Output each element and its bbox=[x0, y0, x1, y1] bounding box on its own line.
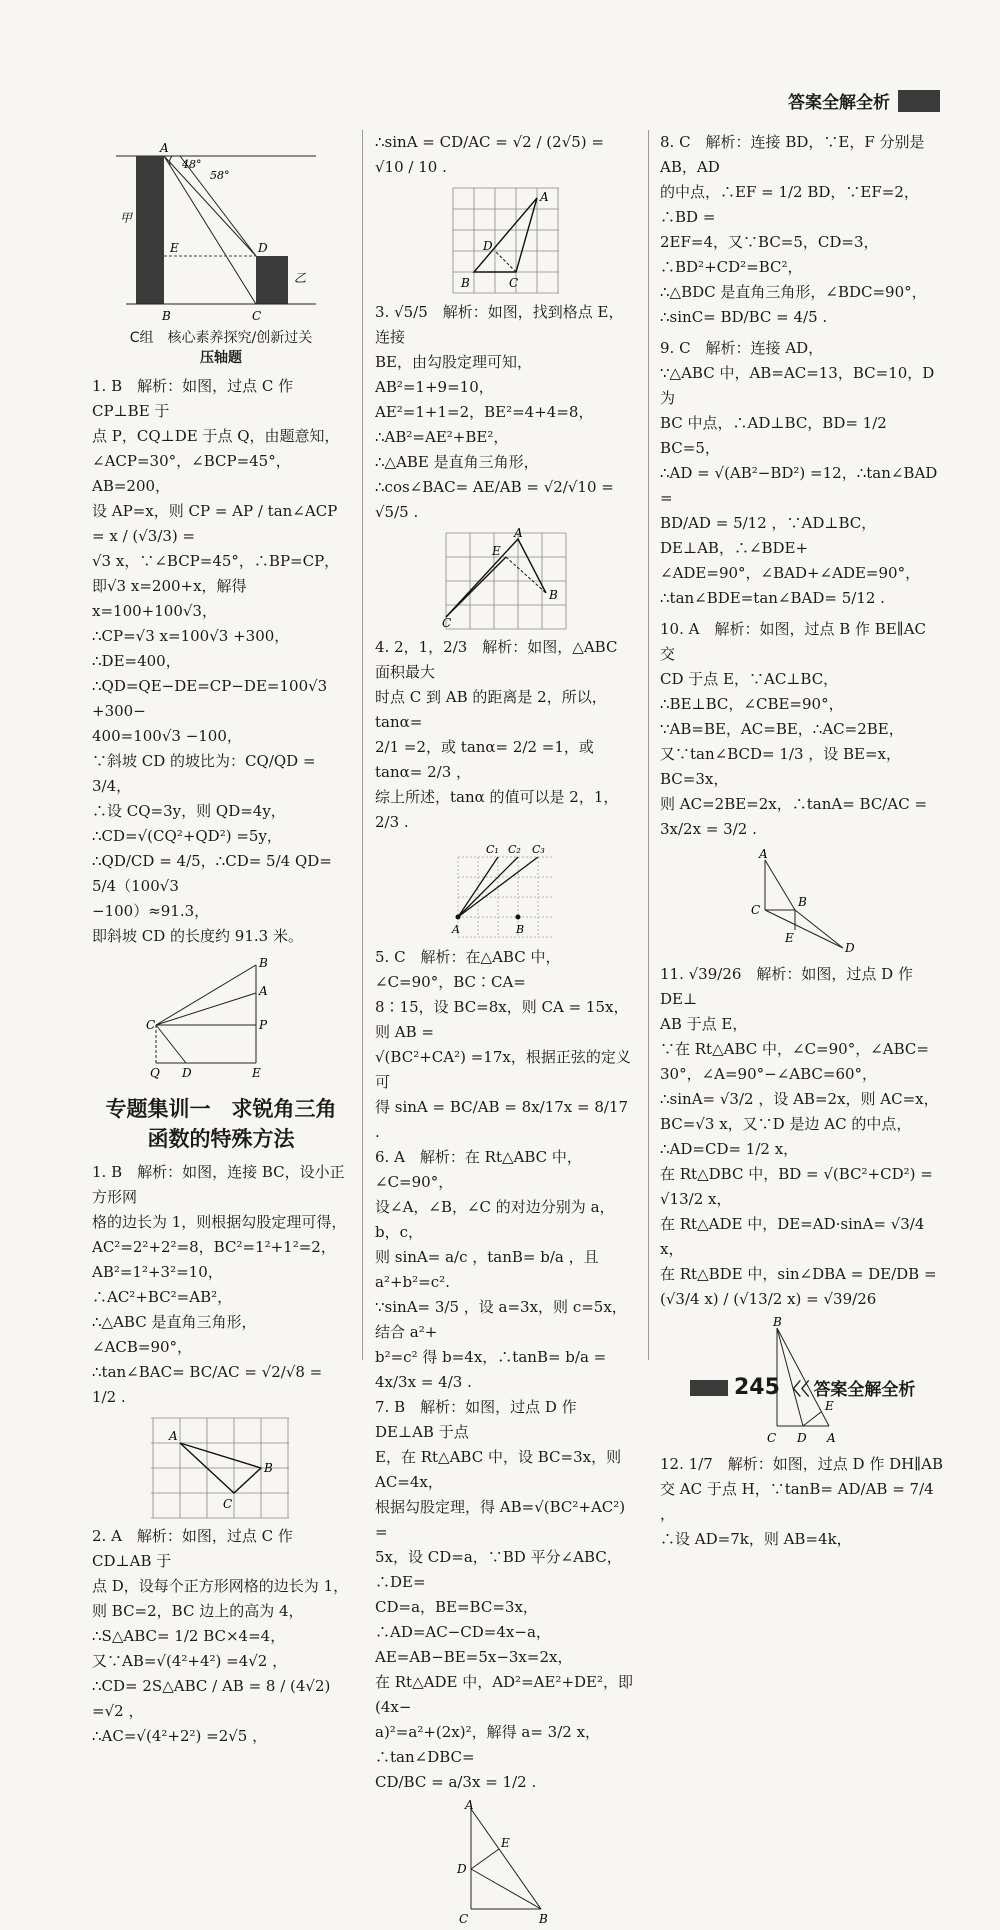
figure-towers bbox=[116, 134, 326, 324]
grid-label: A bbox=[540, 190, 549, 204]
triangle-label: C bbox=[766, 1431, 776, 1445]
tower-jia bbox=[136, 156, 164, 304]
grid-label: C bbox=[441, 616, 451, 630]
figure-slope bbox=[146, 955, 296, 1080]
grid-label: C₂ bbox=[508, 843, 521, 856]
triangle-label: D bbox=[796, 1431, 807, 1445]
tower-label: E bbox=[170, 241, 179, 255]
header-decoration bbox=[898, 90, 940, 112]
answer-item: 11. √39/26 解析：如图，过点 D 作 DE⊥ AB 于点 E， ∵在 Rt△ABC 中，∠C=90°，∠ABC= 30°，∠A=90°−∠ABC=60°， ∴sinA= √3/2 ，设 AB=2x，则 AC=x， BC=√3 x，又∵D 是边 AC 的中点， ∴AD=CD= 1/2 x， 在 Rt△DBC 中，BD = √(BC²+CD²) = √13/2 x， 在 Rt△ADE 中，DE=AD·sinA= √3/4 x， 在 Rt△BDE 中，sin∠DBA = DE/DB = (√3/4 x) / (√13/2 x) = √39/26 bbox=[660, 965, 939, 1308]
answer-item: 12. 1/7 解析：如图，过点 D 作 DH∥AB 交 AC 于点 H，∵tanB= AD/AB = 7/4 ， ∴设 AD=7k，则 AB=4k， bbox=[660, 1455, 943, 1548]
triangle-label: C bbox=[750, 903, 760, 917]
tower-label: 48° bbox=[182, 158, 202, 171]
triangle-label: E bbox=[501, 1836, 510, 1850]
tower-label: 甲 bbox=[120, 211, 133, 225]
grid-label: D bbox=[483, 239, 493, 253]
footer-title: 答案全解全析 bbox=[813, 1380, 916, 1400]
figure-grid-4 bbox=[452, 841, 556, 941]
slope-label: B bbox=[259, 956, 268, 970]
grid-label: B bbox=[264, 1461, 273, 1475]
answer-item: 1. B 解析：如图，过点 C 作 CP⊥BE 于 点 P，CQ⊥DE 于点 Q，由题意知， ∠ACP=30°，∠BCP=45°，AB=200， 设 AP=x，则 CP = AP / tan∠ACP = x / (√3/3) = √3 x，∵∠BCP=45°，∴BP=CP， 即√3 x=200+x，解得 x=100+100√3， ∴CP=√3 x=100√3 +300，∴DE=400， ∴QD=QE−DE=CP−DE=100√3 +300− 400=100√3 −100， ∵斜坡 CD 的坡比为：CQ/QD = 3/4， ∴设 CQ=3y，则 QD=4y， ∴CD=√(CQ²+QD²) =5y， ∴QD/CD = 4/5，∴CD= 5/4 QD= 5/4（100√3 −100）≈91.3， 即斜坡 CD 的长度约 91.3 米。 bbox=[92, 377, 343, 945]
grid-label: A bbox=[169, 1429, 178, 1443]
triangle-label: A bbox=[758, 847, 768, 861]
grid-label: C₃ bbox=[532, 843, 545, 856]
triangle-label: D bbox=[844, 941, 855, 955]
triangle-label: E bbox=[784, 931, 794, 945]
grid-label: C bbox=[223, 1497, 233, 1511]
page-header bbox=[788, 88, 940, 113]
answer-item: 4. 2，1，2/3 解析：如图，△ABC 面积最大 时点 C 到 AB 的距离是 2，所以，tanα= 2/1 =2，或 tanα= 2/2 =1，或 tanα= 2/3 ， 综上所述，tanα 的值可以是 2，1，2/3 . bbox=[375, 638, 623, 831]
answer-item: 10. A 解析：如图，过点 B 作 BE∥AC 交 CD 于点 E，∵AC⊥BC， ∴BE⊥BC，∠CBE=90°， ∵AB=BE，AC=BE，∴AC=2BE， 又∵tan∠BCD= 1/3 ，设 BE=x，BC=3x， 则 AC=2BE=2x，∴tanA= BC/AC = 3x/2x = 3/2 . bbox=[660, 620, 932, 838]
slope-label: D bbox=[182, 1066, 192, 1080]
triangle-label: E bbox=[824, 1399, 834, 1413]
triangle-label: A bbox=[826, 1431, 836, 1445]
tower-label: A bbox=[160, 141, 169, 155]
tower-label: 58° bbox=[210, 169, 230, 182]
slope-label: A bbox=[259, 984, 268, 998]
column-middle bbox=[375, 130, 637, 1930]
group-title: C组 核心素养探究/创新过关 压轴题 bbox=[129, 330, 313, 366]
tower-yi bbox=[256, 256, 288, 304]
column-divider bbox=[362, 130, 363, 1360]
triangle-label: A bbox=[465, 1798, 474, 1812]
header-title: 答案全解全析 bbox=[788, 93, 890, 113]
grid-label: B bbox=[548, 588, 558, 602]
triangle-label: B bbox=[772, 1315, 782, 1329]
figure-grid-2 bbox=[451, 186, 561, 296]
grid-label: A bbox=[513, 526, 523, 540]
tower-label: B bbox=[162, 309, 171, 323]
answer-item: 9. C 解析：连接 AD， ∵△ABC 中，AB=AC=13，BC=10，D 为 BC 中点，∴AD⊥BC，BD= 1/2 BC=5， ∴AD = √(AB²−BD²) =12，∴tan∠BAD = BD/AD = 5/12 ，∵AD⊥BC，DE⊥AB，∴∠BDE+ ∠ADE=90°，∠BAD+∠ADE=90°， ∴tan∠BDE=tan∠BAD= 5/12 . bbox=[660, 339, 943, 607]
column-left bbox=[92, 130, 350, 1755]
figure-triangle-7 bbox=[451, 1798, 561, 1926]
tower-label: C bbox=[252, 309, 262, 323]
tower-label: 乙 bbox=[294, 271, 307, 285]
figure-triangle-10 bbox=[743, 848, 863, 958]
grid-label: E bbox=[491, 544, 501, 558]
page-number: 245 bbox=[734, 1375, 780, 1400]
answer-item: ∴sinA = CD/AC = √2 / (2√5) = √10 / 10 . bbox=[375, 133, 609, 176]
column-divider bbox=[648, 130, 649, 1360]
answer-item: 3. √5/5 解析：如图，找到格点 E，连接 BE，由勾股定理可知，AB²=1+9=10， AE²=1+1=2，BE²=4+4=8， ∴AB²=AE²+BE²， ∴△ABE 是直角三角形， ∴cos∠BAC= AE/AB = √2/√10 = √5/5 . bbox=[375, 303, 624, 521]
slope-label: Q bbox=[150, 1066, 160, 1080]
grid-label: C bbox=[509, 276, 519, 290]
footer-decoration bbox=[690, 1380, 728, 1396]
grid-label: A bbox=[452, 923, 460, 936]
column-right bbox=[660, 130, 945, 1558]
answer-item: 1. B 解析：如图，连接 BC，设小正方形网 格的边长为 1，则根据勾股定理可得， AC²=2²+2²=8，BC²=1²+1²=2， AB²=1²+3²=10，∴AC²+BC²=AB²， ∴△ABC 是直角三角形，∠ACB=90°， ∴tan∠BAC= BC/AC = √2/√8 = 1/2 . bbox=[92, 1163, 347, 1406]
grid-label: B bbox=[461, 276, 470, 290]
figure-grid-1 bbox=[151, 1416, 291, 1520]
slope-label: C bbox=[146, 1018, 156, 1032]
grid-label: B bbox=[516, 923, 525, 936]
page-footer bbox=[690, 1375, 915, 1400]
footer-arrows: 〈〈 bbox=[783, 1380, 810, 1400]
triangle-label: B bbox=[797, 895, 807, 909]
tower-label: D bbox=[258, 241, 268, 255]
answer-item: 2. A 解析：如图，过点 C 作 CD⊥AB 于 点 D，设每个正方形网格的边长为 1， 则 BC=2，BC 边上的高为 4， ∴S△ABC= 1/2 BC×4=4， 又∵AB=√(4²+4²) =4√2 ， ∴CD= 2S△ABC / AB = 8 / (4√2) =√2 ， ∴AC=√(4²+2²) =2√5 ， bbox=[92, 1527, 349, 1745]
section-title: 专题集训一 求锐角三角 函数的特殊方法 bbox=[105, 1097, 337, 1151]
triangle-label: B bbox=[539, 1912, 548, 1926]
slope-label: P bbox=[259, 1018, 268, 1032]
slope-label: E bbox=[252, 1066, 261, 1080]
triangle-label: D bbox=[457, 1862, 467, 1876]
triangle-label: C bbox=[459, 1912, 469, 1926]
figure-grid-3 bbox=[441, 526, 569, 631]
answer-item: 5. C 解析：在△ABC 中，∠C=90°，BC∶CA= 8∶15，设 BC=8x，则 CA = 15x，则 AB = √(BC²+CA²) =17x，根据正弦的定义可 得 sinA = BC/AB = 8x/17x = 8/17 . 6. A 解析：在 Rt△ABC 中，∠C=90°， 设∠A，∠B，∠C 的对边分别为 a，b，c， 则 sinA= a/c ，tanB= b/a ，且 a²+b²=c². ∵sinA= 3/5 ，设 a=3x，则 c=5x，结合 a²+ b²=c² 得 b=4x，∴tanB= b/a = 4x/3x = 4/3 . 7. B 解析：如图，过点 D 作 DE⊥AB 于点 E，在 Rt△ABC 中，设 BC=3x，则 AC=4x， 根据勾股定理，得 AB=√(BC²+AC²) = 5x，设 CD=a，∵BD 平分∠ABC，∴DE= CD=a，BE=BC=3x，∴AD=AC−CD=4x−a， AE=AB−BE=5x−3x=2x， 在 Rt△ADE 中，AD²=AE²+DE²，即(4x− a)²=a²+(2x)²，解得 a= 3/2 x，∴tan∠DBC= CD/BC = a/3x = 1/2 . bbox=[375, 948, 633, 1791]
answer-item: 8. C 解析：连接 BD，∵E，F 分别是 AB，AD 的中点，∴EF = 1/2 BD，∵EF=2，∴BD = 2EF=4，又∵BC=5，CD=3，∴BD²+CD²=BC²， ∴△BDC 是直角三角形，∠BDC=90°， ∴sinC= BD/BC = 4/5 . bbox=[660, 133, 930, 326]
grid-label: C₁ bbox=[486, 843, 499, 856]
